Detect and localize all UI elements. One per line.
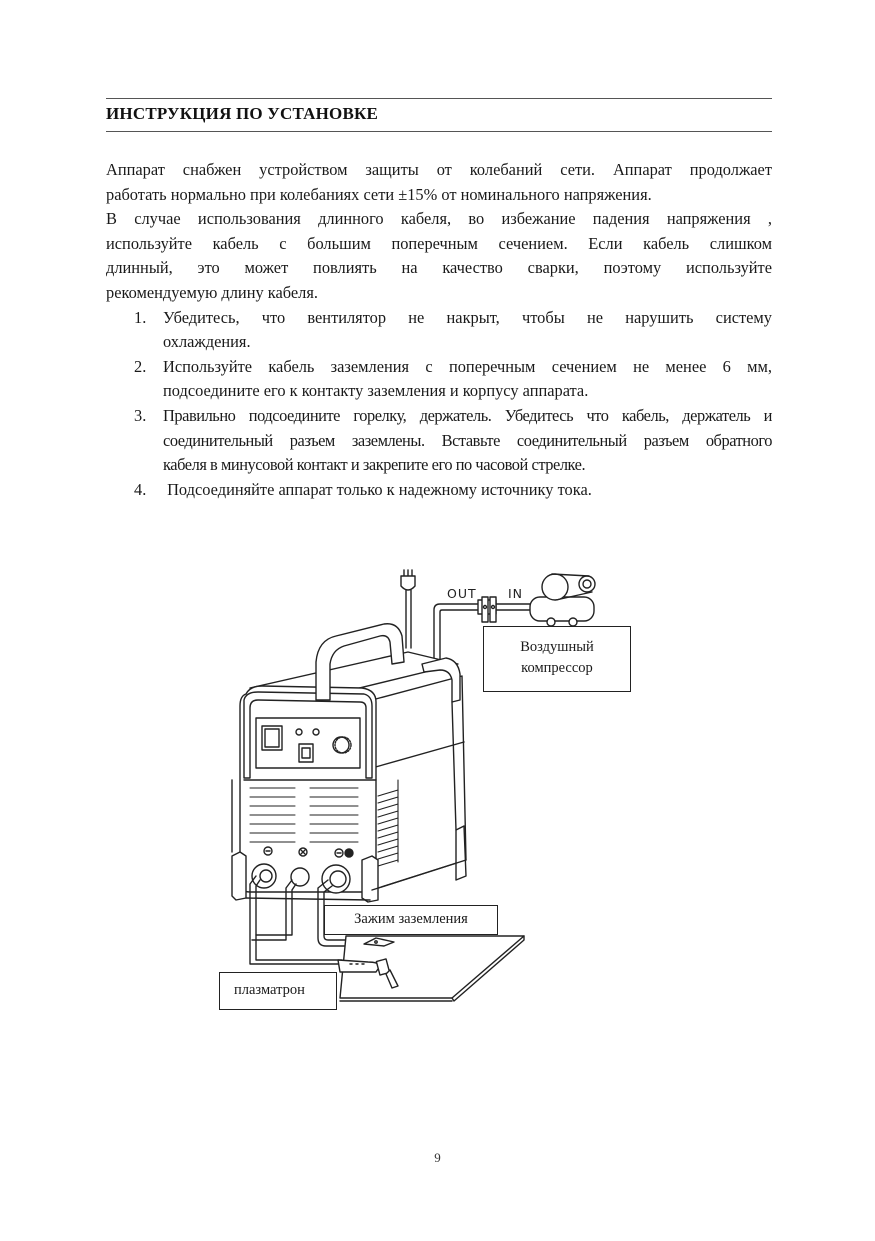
torch-label: плазматрон [219,972,337,1010]
step-number: 2. [134,356,147,376]
step-line: Подсоединяйте аппарат только к надежному источнику тока. [163,479,592,499]
power-plug-icon [401,570,415,648]
step-line: Используйте кабель заземления с поперечным сечением не менее 6 мм, [163,356,772,376]
step-number: 4. [134,479,147,499]
intro-line: длинный, это может повлиять на качество сварки, поэтому используйте [106,258,772,278]
in-port-label: IN [508,586,524,601]
out-port-label: OUT [447,586,477,601]
compressor-label-line: компрессор [521,660,593,676]
page-number: 9 [434,1150,441,1165]
intro-line: работать нормально при колебаниях сети ±15% от номинального напряжения. [106,184,652,204]
compressor-icon [530,574,595,626]
step-line: подсоедините его к контакту заземления и корпусу аппарата. [163,381,589,401]
rocker-switch-icon [299,744,313,762]
step-line: кабеля в минусовой контакт и закрепите его по часовой стрелке. [163,455,586,475]
step-line: соединительный разъем заземлены. Вставьте соединительный разъем обратного [163,430,772,450]
compressor-label-line: Воздушный [520,639,594,655]
step-number: 3. [134,405,147,425]
step-line: Правильно подсоедините горелку, держатель. Убедитесь что кабель, держатель и [163,405,772,425]
intro-line: В случае использования длинного кабеля, во избежание падения напряжения , [106,209,772,229]
step-line: Убедитесь, что вентилятор не накрыт, чтобы не нарушить систему [163,307,772,327]
intro-line: рекомендуемую длину кабеля. [106,282,318,302]
ground-clamp-label: Зажим заземления [324,905,498,935]
plasma-cutter-machine [232,624,466,902]
step-line: охлаждения. [163,332,251,352]
plus-terminal-icon [345,849,353,857]
intro-line: Аппарат снабжен устройством защиты от колебаний сети. Аппарат продолжает [106,160,772,179]
section-heading: ИНСТРУКЦИЯ ПО УСТАНОВКЕ [106,104,379,123]
compressor-label [483,626,631,692]
intro-line: используйте кабель с большим поперечным сечением. Если кабель слишком [106,233,772,253]
hose-coupling-icon [478,597,496,622]
step-number: 1. [134,307,147,327]
